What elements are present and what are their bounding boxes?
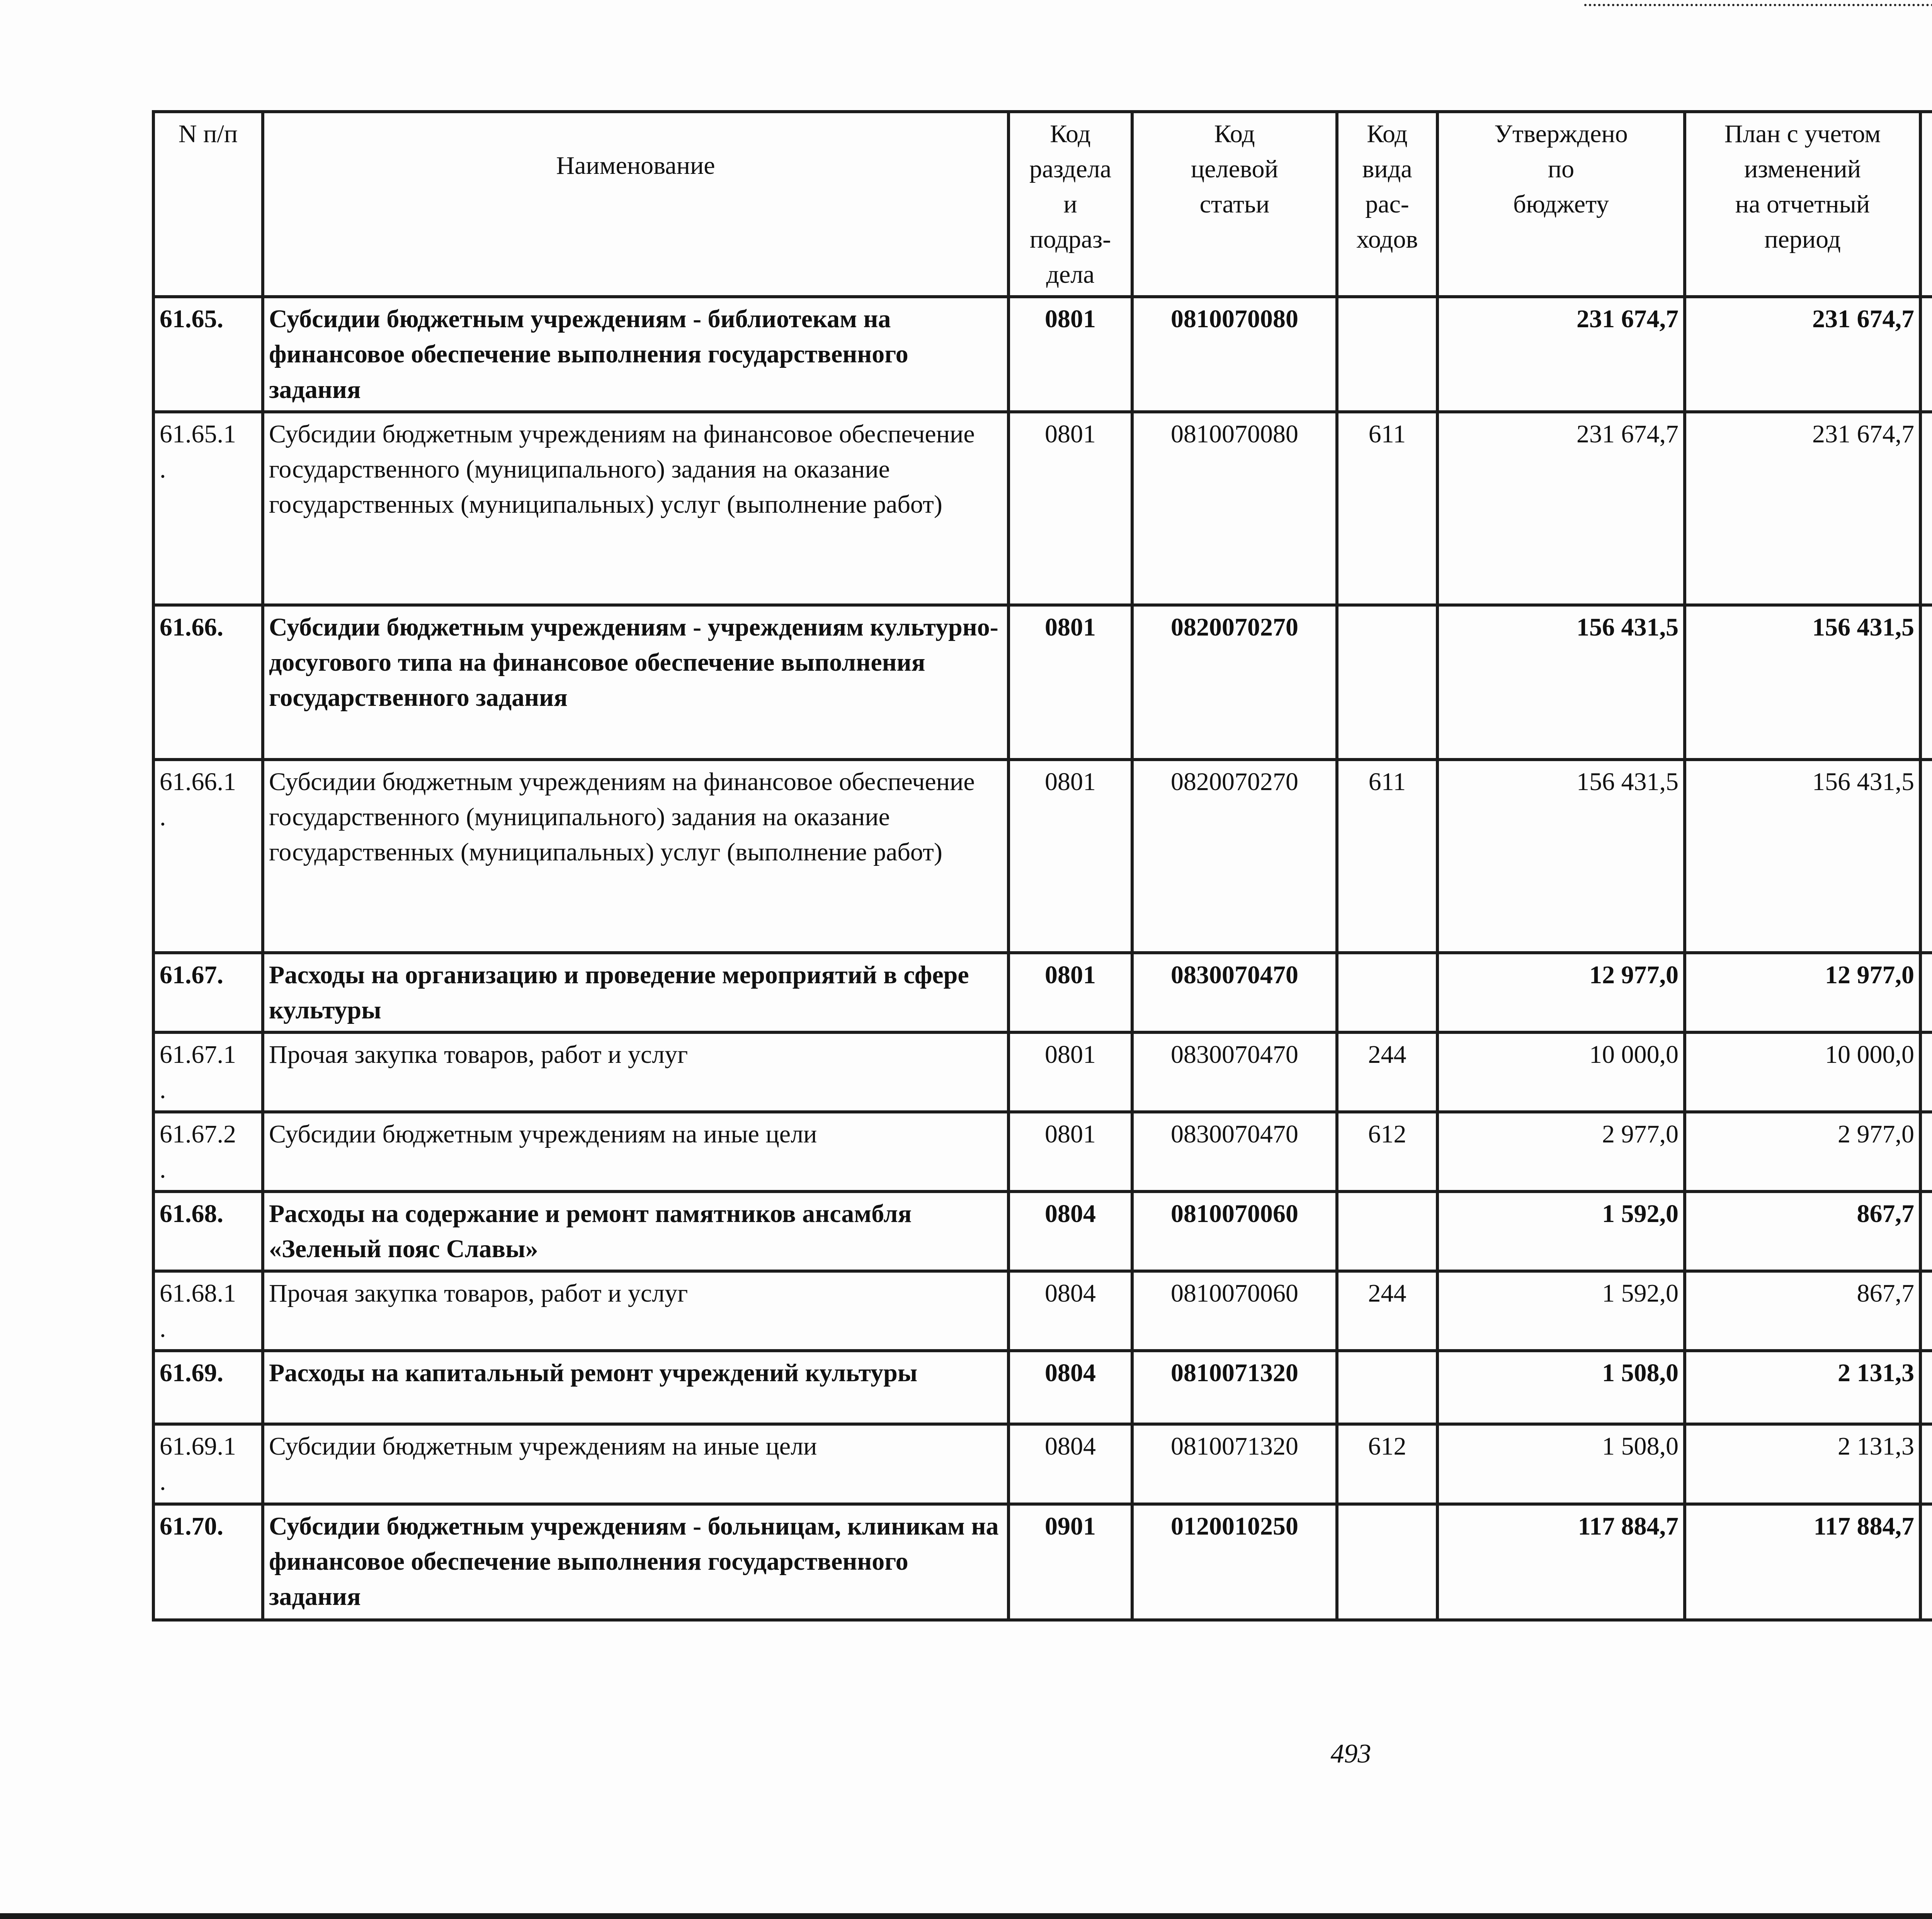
- cell-target-code: 0830070470: [1132, 1032, 1337, 1112]
- cell-approved: 1 508,0: [1437, 1424, 1685, 1504]
- cell-expense-code: [1337, 1504, 1437, 1620]
- cell-expense-code: 612: [1337, 1424, 1437, 1504]
- cell-section-code: 0801: [1009, 412, 1132, 605]
- header-section-code: Код раздела и подраз- дела: [1009, 112, 1132, 297]
- cell-executed: [1920, 953, 1932, 1032]
- cell-plan: 231 674,7: [1685, 412, 1920, 605]
- cell-section-code: 0801: [1009, 605, 1132, 760]
- cell-name: Расходы на организацию и проведение мероприятий в сфере культуры: [263, 953, 1009, 1032]
- cell-section-code: 0804: [1009, 1271, 1132, 1351]
- cell-section-code: 0801: [1009, 297, 1132, 411]
- scan-top-edge: [1584, 0, 1932, 6]
- header-name: Наименование: [263, 112, 1009, 297]
- cell-num: 61.65.1 .: [153, 412, 263, 605]
- cell-target-code: 0830070470: [1132, 953, 1337, 1032]
- cell-section-code: 0804: [1009, 1424, 1132, 1504]
- scan-bottom-edge: [0, 1913, 1932, 1919]
- cell-num: 61.69.: [153, 1351, 263, 1424]
- table-row: [153, 760, 1932, 953]
- cell-approved: 12 977,0: [1437, 953, 1685, 1032]
- cell-expense-code: [1337, 297, 1437, 411]
- cell-plan: 12 977,0: [1685, 953, 1920, 1032]
- cell-section-code: 0801: [1009, 760, 1132, 953]
- cell-plan: 10 000,0: [1685, 1032, 1920, 1112]
- cell-name: Субсидии бюджетным учреждениям - больницам, клиникам на финансовое обеспечение выполнения государственного задания: [263, 1504, 1009, 1620]
- cell-target-code: 0810070080: [1132, 412, 1337, 605]
- cell-executed: [1920, 1424, 1932, 1504]
- cell-target-code: 0810070080: [1132, 297, 1337, 411]
- cell-num: 61.66.: [153, 605, 263, 760]
- table-row: [153, 1032, 1932, 1112]
- cell-approved: 1 508,0: [1437, 1351, 1685, 1424]
- table-row: [153, 605, 1932, 760]
- cell-num: 61.66.1 .: [153, 760, 263, 953]
- cell-expense-code: 612: [1337, 1112, 1437, 1192]
- cell-name: Субсидии бюджетным учреждениям - учреждениям культурно-досугового типа на финансовое обеспечение выполнения государственного задания: [263, 605, 1009, 760]
- cell-expense-code: [1337, 1351, 1437, 1424]
- page-number: 493: [1330, 1739, 1371, 1769]
- cell-num: 61.69.1 .: [153, 1424, 263, 1504]
- table-row: [153, 953, 1932, 1032]
- cell-plan: 156 431,5: [1685, 605, 1920, 760]
- header-expense-code: Код вида рас- ходов: [1337, 112, 1437, 297]
- cell-name: Прочая закупка товаров, работ и услуг: [263, 1271, 1009, 1351]
- table-row: [153, 1424, 1932, 1504]
- cell-approved: 117 884,7: [1437, 1504, 1685, 1620]
- cell-expense-code: 611: [1337, 760, 1437, 953]
- budget-execution-table: [152, 110, 1932, 1622]
- cell-executed: [1920, 1271, 1932, 1351]
- cell-plan: 2 977,0: [1685, 1112, 1920, 1192]
- cell-plan: 117 884,7: [1685, 1504, 1920, 1620]
- header-plan: План с учетом изменений на отчетный период: [1685, 112, 1920, 297]
- cell-executed: [1920, 760, 1932, 953]
- cell-approved: 231 674,7: [1437, 297, 1685, 411]
- cell-approved: 10 000,0: [1437, 1032, 1685, 1112]
- cell-executed: [1920, 1351, 1932, 1424]
- cell-num: 61.65.: [153, 297, 263, 411]
- cell-executed: [1920, 297, 1932, 411]
- cell-expense-code: 244: [1337, 1032, 1437, 1112]
- cell-approved: 1 592,0: [1437, 1271, 1685, 1351]
- cell-section-code: 0801: [1009, 953, 1132, 1032]
- cell-expense-code: 244: [1337, 1271, 1437, 1351]
- cell-name: Субсидии бюджетным учреждениям - библиотекам на финансовое обеспечение выполнения государственного задания: [263, 297, 1009, 411]
- cell-num: 61.68.: [153, 1192, 263, 1271]
- cell-executed: [1920, 412, 1932, 605]
- cell-expense-code: [1337, 1192, 1437, 1271]
- header-num: N п/п: [153, 112, 263, 297]
- cell-section-code: 0901: [1009, 1504, 1132, 1620]
- cell-plan: 156 431,5: [1685, 760, 1920, 953]
- cell-executed: [1920, 1112, 1932, 1192]
- cell-target-code: 0810071320: [1132, 1424, 1337, 1504]
- cell-target-code: 0820070270: [1132, 605, 1337, 760]
- table-row: [153, 1192, 1932, 1271]
- cell-approved: 156 431,5: [1437, 605, 1685, 760]
- cell-expense-code: 611: [1337, 412, 1437, 605]
- cell-section-code: 0804: [1009, 1351, 1132, 1424]
- cell-section-code: 0801: [1009, 1112, 1132, 1192]
- header-approved: Утверждено по бюджету: [1437, 112, 1685, 297]
- cell-plan: 867,7: [1685, 1192, 1920, 1271]
- table-row: [153, 297, 1932, 411]
- table-body: [153, 297, 1932, 1620]
- table-row: [153, 412, 1932, 605]
- cell-target-code: 0830070470: [1132, 1112, 1337, 1192]
- cell-approved: 1 592,0: [1437, 1192, 1685, 1271]
- cell-approved: 2 977,0: [1437, 1112, 1685, 1192]
- cell-executed: [1920, 1032, 1932, 1112]
- cell-plan: 231 674,7: [1685, 297, 1920, 411]
- cell-name: Прочая закупка товаров, работ и услуг: [263, 1032, 1009, 1112]
- cell-target-code: 0820070270: [1132, 760, 1337, 953]
- cell-approved: 231 674,7: [1437, 412, 1685, 605]
- table-row: [153, 1112, 1932, 1192]
- cell-name: Расходы на капитальный ремонт учреждений культуры: [263, 1351, 1009, 1424]
- cell-num: 61.67.: [153, 953, 263, 1032]
- cell-executed: [1920, 605, 1932, 760]
- cell-num: 61.67.1 .: [153, 1032, 263, 1112]
- cell-section-code: 0804: [1009, 1192, 1132, 1271]
- cell-num: 61.70.: [153, 1504, 263, 1620]
- cell-target-code: 0120010250: [1132, 1504, 1337, 1620]
- header-executed: [1920, 112, 1932, 297]
- cell-name: Расходы на содержание и ремонт памятников ансамбля «Зеленый пояс Славы»: [263, 1192, 1009, 1271]
- table-row: [153, 1351, 1932, 1424]
- cell-name: Субсидии бюджетным учреждениям на финансовое обеспечение государственного (муниципального) задания на оказание государственных (муниципальных) услуг (выполнение работ): [263, 412, 1009, 605]
- cell-approved: 156 431,5: [1437, 760, 1685, 953]
- cell-target-code: 0810070060: [1132, 1192, 1337, 1271]
- table-header: [153, 112, 1932, 297]
- cell-expense-code: [1337, 605, 1437, 760]
- cell-name: Субсидии бюджетным учреждениям на иные цели: [263, 1112, 1009, 1192]
- cell-plan: 867,7: [1685, 1271, 1920, 1351]
- table-row: [153, 1504, 1932, 1620]
- cell-target-code: 0810070060: [1132, 1271, 1337, 1351]
- cell-name: Субсидии бюджетным учреждениям на финансовое обеспечение государственного (муниципального) задания на оказание государственных (муниципальных) услуг (выполнение работ): [263, 760, 1009, 953]
- cell-plan: 2 131,3: [1685, 1351, 1920, 1424]
- header-target-code: Код целевой статьи: [1132, 112, 1337, 297]
- table-row: [153, 1271, 1932, 1351]
- cell-section-code: 0801: [1009, 1032, 1132, 1112]
- cell-num: 61.67.2 .: [153, 1112, 263, 1192]
- cell-target-code: 0810071320: [1132, 1351, 1337, 1424]
- cell-plan: 2 131,3: [1685, 1424, 1920, 1504]
- cell-executed: [1920, 1504, 1932, 1620]
- cell-num: 61.68.1 .: [153, 1271, 263, 1351]
- cell-expense-code: [1337, 953, 1437, 1032]
- cell-name: Субсидии бюджетным учреждениям на иные цели: [263, 1424, 1009, 1504]
- cell-executed: [1920, 1192, 1932, 1271]
